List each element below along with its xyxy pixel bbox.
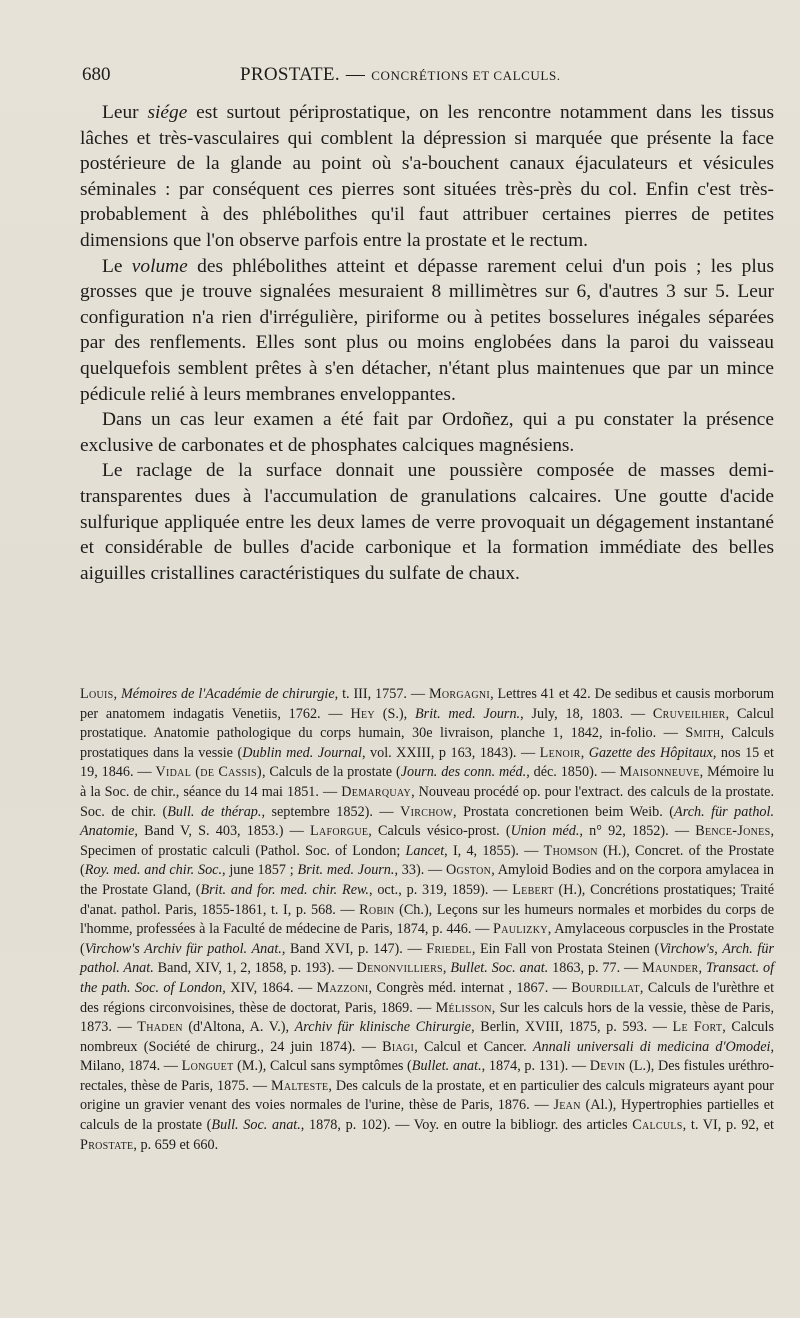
italic-text: Brit. and for. med. chir. Rew. (200, 881, 369, 898)
author-name: Mélisson (435, 999, 492, 1016)
italic-text: Arch. für pathol. Anatomie (80, 803, 774, 840)
author-name: Lebert (512, 881, 554, 898)
author-name: Lenoir (539, 744, 581, 761)
paragraph: Dans un cas leur examen a été fait par Ordoñez, qui a pu constater la présence exclusive de carbonates et de phosphates calciques magnésiens. (80, 409, 774, 456)
italic-text: Lancet (405, 842, 445, 859)
italic-text: Virchow's, Arch. für pathol. Anat. (80, 940, 774, 977)
author-name: Le Fort (672, 1019, 723, 1036)
body-text (80, 100, 774, 586)
author-name: Bourdillat (571, 979, 640, 996)
running-head (240, 64, 561, 86)
author-name: Maunder (642, 960, 699, 977)
italic-text: siége (147, 102, 188, 123)
italic-text: Mémoires de l'Académie de chirurgie (120, 686, 335, 702)
paragraph: Le raclage de la surface donnait une poussière composée de masses demi-transparentes dues à l'accumulation de granulations calcaires. Une goutte d'acide sulfurique appliquée entre les deux lames de verre provoquait un dégagement instantané et considérable de bulles d'acide carbonique et la formation immédiate des belles aiguilles cristallines caractéristiques du sulfate de chaux. (80, 460, 774, 584)
italic-text: Bullet. anat. (411, 1058, 482, 1075)
author-name: Paulizky (493, 921, 548, 938)
author-name: Thomson (543, 842, 598, 859)
author-name: Calculs (632, 1117, 683, 1134)
author-name: Devin (589, 1058, 626, 1075)
italic-text: Brit. med. Journ. (297, 862, 395, 879)
author-name: Vidal (de Cassis) (155, 764, 262, 781)
author-name: Ogston (446, 862, 492, 879)
italic-text: Transact. of the path. Soc. of London (80, 960, 775, 996)
author-name: Denonvilliers (356, 960, 443, 977)
page-number: 680 (82, 64, 111, 85)
italic-text: Brit. med. Journ. (415, 705, 521, 722)
bibliography-paragraph: Louis, Mémoires de l'Académie de chirurgie, t. III, 1757. — Morgagni, Lettres 41 et 42. De sedibus et causis morborum per anatomem indagatis Venetiis, 1762. — Hey (S.), Brit. med. Journ., July, 18, 1803. — Cruveilhier, Calcul prostatique. Anatomie pathologique du corps humain, 30e livraison, planche 1, 1842, in-folio. — Smith, Calculs prostatiques dans la vessie (Dublin med. Journal, vol. XXIII, p 163, 1843). — Lenoir, Gazette des Hôpitaux, nos 15 et 19, 1846. — Vidal (de Cassis), Calculs de la prostate (Journ. des conn. méd., déc. 1850). — Maisonneuve, Mémoire lu à la Soc. de chir., séance du 14 mai 1851. — Demarquay, Nouveau procédé op. pour l'extract. des calculs de la prostate. Soc. de chir. (Bull. de thérap., septembre 1852). — Virchow, Prostata concretionen beim Weib. (Arch. für pathol. Anatomie, Band V, S. 403, 1853.) — Laforgue, Calculs vésico-prost. (Union méd., n° 92, 1852). — Bence-Jones, Specimen of prostatic calculi (Pathol. Soc. of London; Lancet, I, 4, 1855). — Thomson (H.), Concret. of the Prostate (Roy. med. and chir. Soc., june 1857 ; Brit. med. Journ., 33). — Ogston, Amyloid Bodies and on the corpora amylacea in the Prostate Gland, (Brit. and for. med. chir. Rew., oct., p. 319, 1859). — Lebert (H.), Concrétions prostatiques; Traité d'anat. pathol. Paris, 1855-1861, t. I, p. 568. — Robin (Ch.), Leçons sur les humeurs normales et morbides du corps de l'homme, professées à la Faculté de médecine de Paris, 1874, p. 446. — Paulizky, Amylaceous corpuscles in the Prostate (Virchow's Archiv für pathol. Anat., Band XVI, p. 147). — Friedel, Ein Fall von Prostata Steinen (Virchow's, Arch. für pathol. Anat. Band, XIV, 1, 2, 1858, p. 193). — Denonvilliers, Bullet. Soc. anat. 1863, p. 77. — Maunder, Transact. of the path. Soc. of London, XIV, 1864. — Mazzoni, Congrès méd. internat , 1867. — Bourdillat, Calculs de l'urèthre et des régions circonvoisines, thèse de doctorat, Paris, 1869. — Mélisson, Sur les calculs hors de la vessie, thèse de Paris, 1873. — Thaden (d'Altona, A. V.), Archiv für klinische Chirurgie, Berlin, XVIII, 1875, p. 593. — Le Fort, Calculs nombreux (Société de chirurg., 24 juin 1874). — Biagi, Calcul et Cancer. Annali universali di medicina d'Omodei, Milano, 1874. — Longuet (M.), Calcul sans symptômes (Bullet. anat., 1874, p. 131). — Devin (L.), Des fistules uréthro-rectales, thèse de Paris, 1875. — Malteste, Des calculs de la prostate, et en particulier des calculs migrateurs ayant pour origine un gravier venant des voies normales de l'urine, thèse de Paris, 1876. — Jean (Al.), Hypertrophies partielles et calculs de la prostate (Bull. Soc. anat., 1878, p. 102). — Voy. en outre la bibliogr. des articles Calculs, t. VI, p. 92, et Prostate, p. 659 et 660. (80, 686, 775, 1153)
paragraph: Le volume des phlébolithes atteint et dépasse rarement celui d'un pois ; les plus grosses que je trouve signalées mesuraient 8 millimètres sur 6, d'autres 3 sur 5. Leur configuration n'a rien d'irrégulière, piriforme ou à petites bosselures inégales séparées par des renflements. Elles sont plus ou moins englobées dans la paroi du vaisseau quelquefois semblent prêtes à s'en détacher, n'étant plus maintenues que par un mince pédicule relié à leurs membranes enveloppantes. (80, 255, 774, 405)
author-name: Morgagni (428, 686, 491, 702)
author-name: Bence-Jones (695, 823, 771, 840)
italic-text: Roy. med. and chir. Soc. (84, 862, 223, 879)
author-name: Thaden (137, 1019, 183, 1036)
author-name: Malteste (270, 1077, 329, 1094)
running-head-subtitle: CONCRÉTIONS ET CALCULS. (371, 68, 561, 83)
author-name: Maisonneuve (619, 764, 700, 781)
italic-text: Journ. des conn. méd. (400, 764, 527, 781)
author-name: Laforgue (309, 823, 369, 840)
italic-text: Bull. Soc. anat. (211, 1117, 301, 1134)
italic-text: Gazette des Hôpitaux (588, 744, 713, 761)
bibliography (80, 685, 774, 1155)
italic-text: Virchow's Archiv für pathol. Anat. (84, 940, 282, 957)
author-name: Demarquay (341, 783, 412, 800)
author-name: Longuet (181, 1058, 234, 1075)
italic-text: Dublin med. Journal (242, 744, 362, 761)
author-name: Prostate (80, 1136, 134, 1153)
author-name: Smith (685, 725, 721, 742)
author-name: Virchow (400, 803, 454, 820)
author-name: Mazzoni (316, 979, 369, 996)
author-name: Friedel (426, 940, 472, 957)
author-name: Jean (553, 1097, 581, 1114)
italic-text: volume (131, 255, 188, 277)
running-head-title: PROSTATE. (240, 64, 340, 85)
author-name: Louis (80, 686, 114, 702)
italic-text: Archiv für klinische Chirurgie (294, 1019, 472, 1036)
author-name: Robin (359, 901, 395, 918)
author-name: Biagi (382, 1038, 415, 1055)
running-head-dash: — (345, 64, 366, 85)
italic-text: Annali universali di medicina d'Omodei (532, 1038, 771, 1055)
italic-text: Bullet. Soc. anat. (450, 960, 549, 977)
italic-text: Union méd. (510, 823, 580, 840)
italic-text: Bull. de thérap. (167, 803, 262, 820)
page-header (82, 62, 782, 92)
author-name: Hey (350, 705, 375, 722)
author-name: Cruveilhier (652, 705, 726, 722)
paragraph: Leur siége est surtout périprostatique, on les rencontre notamment dans les tissus lâches et très-vasculaires qui comblent la dépression si marquée que présente la face postérieure de la glande au point où s'a-bouchent canaux éjaculateurs et vésicules séminales : par conséquent ces pierres sont situées très-près du col. Enfin c'est très-probablement à des phlébolithes qu'il faut attribuer certaines pierres de petites dimensions que l'on observe parfois entre la prostate et le rectum. (80, 102, 774, 251)
